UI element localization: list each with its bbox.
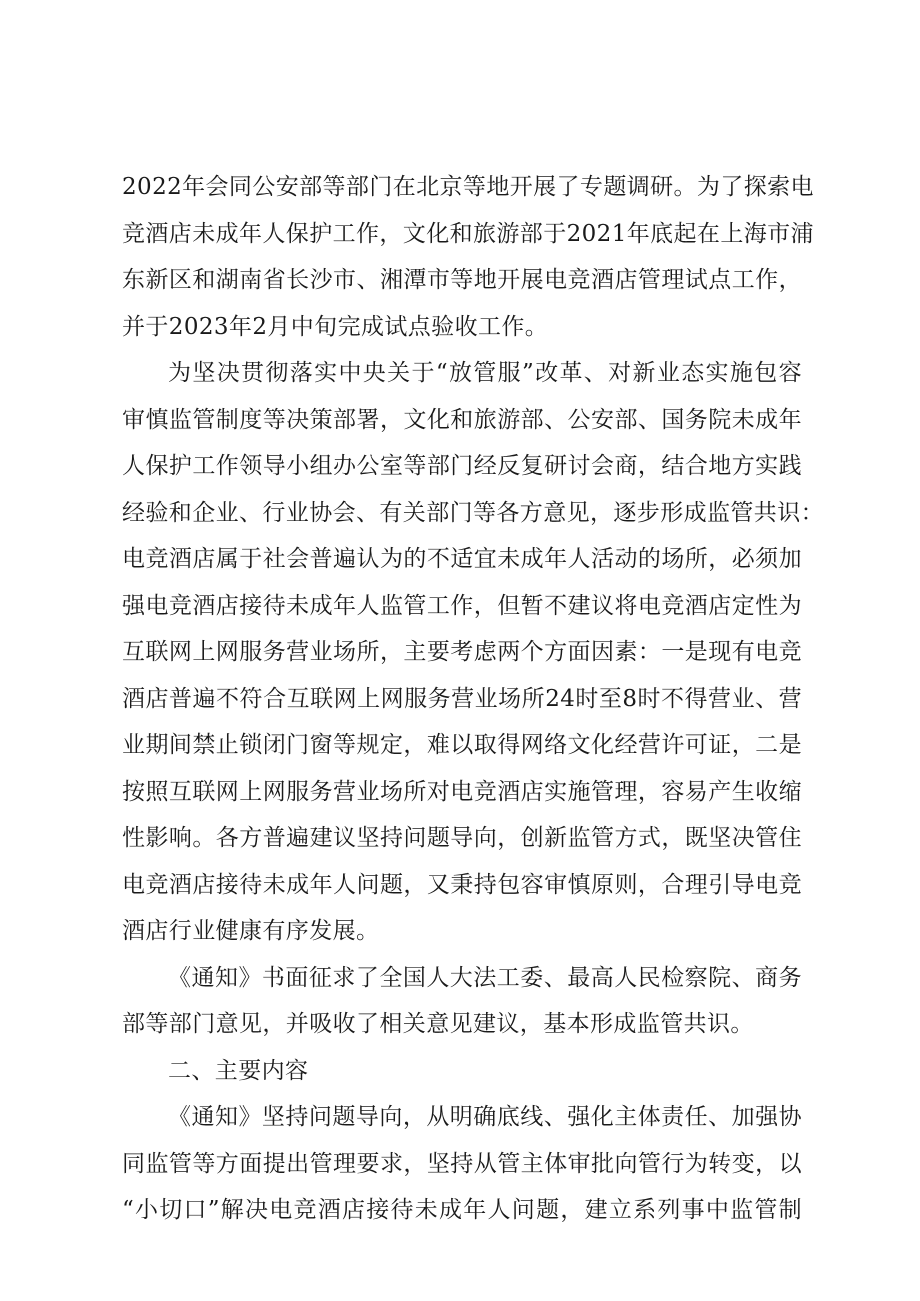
heading-text: 二、主要内容 [168, 1057, 309, 1084]
paragraph-consensus [122, 350, 824, 955]
text-line: “小切口”解决电竞酒店接待未成年人问题，建立系列事中监管制 [122, 1197, 802, 1223]
text-line: 人保护工作领导小组办公室等部门经反复研讨会商，结合地方实践 [122, 453, 802, 479]
text-line: 部等部门意见，并吸收了相关意见建议，基本形成监管共识。 [122, 1011, 754, 1037]
text-line: 酒店普遍不符合互联网上网服务营业场所24时至8时不得营业、营 [122, 685, 802, 712]
text-line: 并于2023年2月中旬完成试点验收工作。 [122, 313, 549, 340]
text-line: 酒店行业健康有序发展。 [122, 918, 380, 944]
section-heading [122, 1048, 802, 1095]
text-line: 经验和企业、行业协会、有关部门等各方意见，逐步形成监管共识： [122, 499, 824, 526]
text-line: 互联网上网服务营业场所，主要考虑两个方面因素：一是现有电竞 [122, 639, 802, 665]
paragraph-main-content [122, 1094, 802, 1234]
text-line: 2022年会同公安部等部门在北京等地开展了专题调研。为了探索电 [122, 174, 814, 200]
text-line: 强电竞酒店接待未成年人监管工作，但暂不建议将电竞酒店定性为 [122, 592, 802, 619]
text-line: 《通知》坚持问题导向，从明确底线、强化主体责任、加强协 [168, 1104, 802, 1130]
text-line: 审慎监管制度等决策部署，文化和旅游部、公安部、国务院未成年 [122, 406, 802, 433]
paragraph-research [122, 164, 814, 350]
text-line: 性影响。各方普遍建议坚持问题导向，创新监管方式，既坚决管住 [122, 825, 802, 851]
text-line: 按照互联网上网服务营业场所对电竞酒店实施管理，容易产生收缩 [122, 778, 802, 805]
text-line: 东新区和湖南省长沙市、湘潭市等地开展电竞酒店管理试点工作， [122, 267, 802, 293]
text-line: 竞酒店未成年人保护工作，文化和旅游部于2021年底起在上海市浦 [122, 220, 814, 247]
paragraph-solicitation [122, 955, 802, 1048]
text-line: 为坚决贯彻落实中央关于“放管服”改革、对新业态实施包容 [168, 360, 802, 386]
document-body [122, 164, 824, 1234]
text-line: 业期间禁止锁闭门窗等规定，难以取得网络文化经营许可证，二是 [122, 732, 802, 758]
text-line: 电竞酒店属于社会普遍认为的不适宜未成年人活动的场所，必须加 [122, 546, 802, 572]
text-line: 电竞酒店接待未成年人问题，又秉持包容审慎原则，合理引导电竞 [122, 871, 802, 898]
text-line: 《通知》书面征求了全国人大法工委、最高人民检察院、商务 [168, 964, 802, 991]
text-line: 同监管等方面提出管理要求，坚持从管主体审批向管行为转变，以 [122, 1150, 802, 1177]
